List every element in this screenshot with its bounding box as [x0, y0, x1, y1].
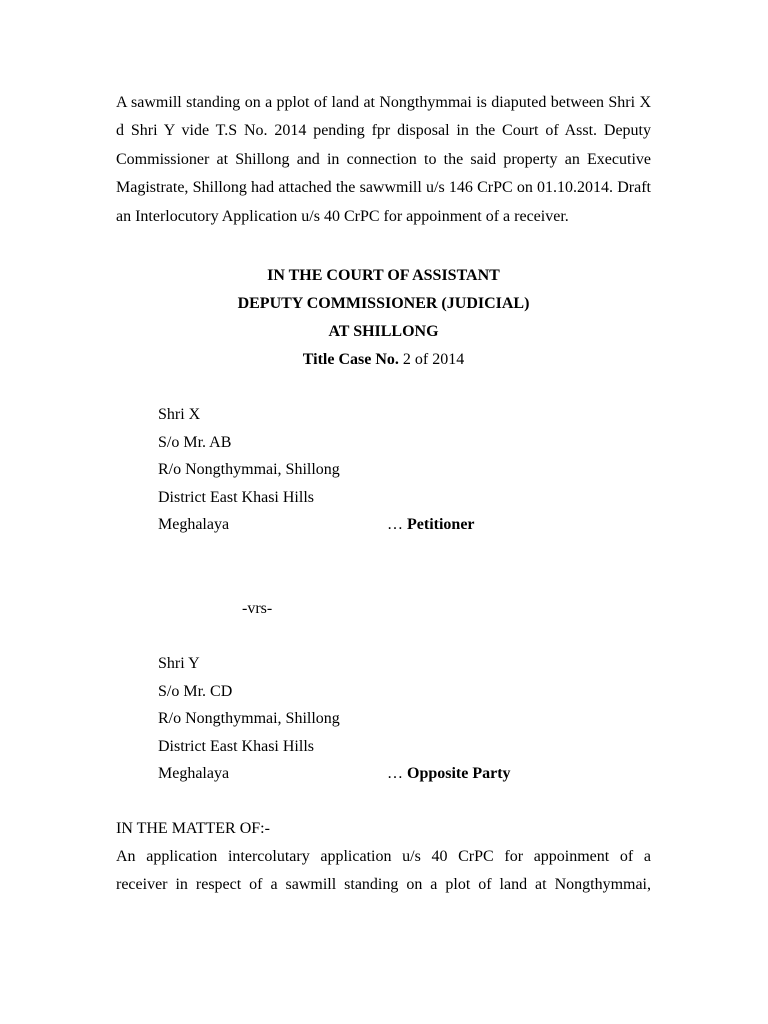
opposite-party-state-line [158, 760, 651, 788]
court-heading-line-1: IN THE COURT OF ASSISTANT [267, 267, 500, 285]
matter-line-1: An application intercolutary application u/s 40 CrPC for appoinment of a [116, 847, 651, 865]
document-page [116, 89, 651, 900]
opposite-party-residence: R/o Nongthymmai, Shillong [158, 710, 340, 728]
petitioner-residence: R/o Nongthymmai, Shillong [158, 461, 340, 479]
question-paragraph: A sawmill standing on a pplot of land at Nongthymmai is diaputed between Shri X d Shri Y vide T.S No. 2014 pending fpr disposal in the Court of Asst. Deputy Commissioner at Shillong and in connection to the said property an Executive Magistrate, Shillong had attached the sawwmill u/s 146 CrPC on 01.10.2014. Draft an Interlocutory Application u/s 40 CrPC for appoinment of a receiver. [116, 94, 651, 225]
petitioner-block [158, 401, 651, 539]
petitioner-role-ellipsis: … [387, 516, 407, 534]
court-heading-line-2: DEPUTY COMMISSIONER (JUDICIAL) [237, 295, 530, 313]
versus-label: -vrs- [242, 600, 273, 617]
petitioner-role [387, 511, 475, 539]
opposite-party-role-label: Opposite Party [407, 765, 511, 783]
petitioner-role-label: Petitioner [407, 516, 475, 534]
petitioner-district: District East Khasi Hills [158, 488, 314, 506]
case-number-value: 2 of 2014 [398, 351, 465, 369]
opposite-party-block [158, 650, 651, 788]
matter-title: IN THE MATTER OF:- [116, 819, 270, 837]
petitioner-state-line [158, 511, 651, 539]
case-number-label: Title Case No. [302, 351, 399, 369]
case-number-line [116, 346, 651, 374]
petitioner-name: Shri X [158, 406, 201, 424]
petitioner-state: Meghalaya [158, 516, 230, 534]
petitioner-parent: S/o Mr. AB [158, 433, 232, 451]
opposite-party-parent: S/o Mr. CD [158, 682, 233, 700]
opposite-party-name: Shri Y [158, 655, 200, 672]
court-heading-line-3: AT SHILLONG [328, 323, 439, 341]
matter-line-2: receiver in respect of a sawmill standing on a plot of land at Nongthymmai, [116, 876, 651, 894]
opposite-party-role-ellipsis: … [387, 765, 407, 783]
opposite-party-district: District East Khasi Hills [158, 737, 314, 755]
court-heading [116, 262, 651, 374]
opposite-party-role [387, 760, 511, 788]
opposite-party-state: Meghalaya [158, 765, 230, 783]
